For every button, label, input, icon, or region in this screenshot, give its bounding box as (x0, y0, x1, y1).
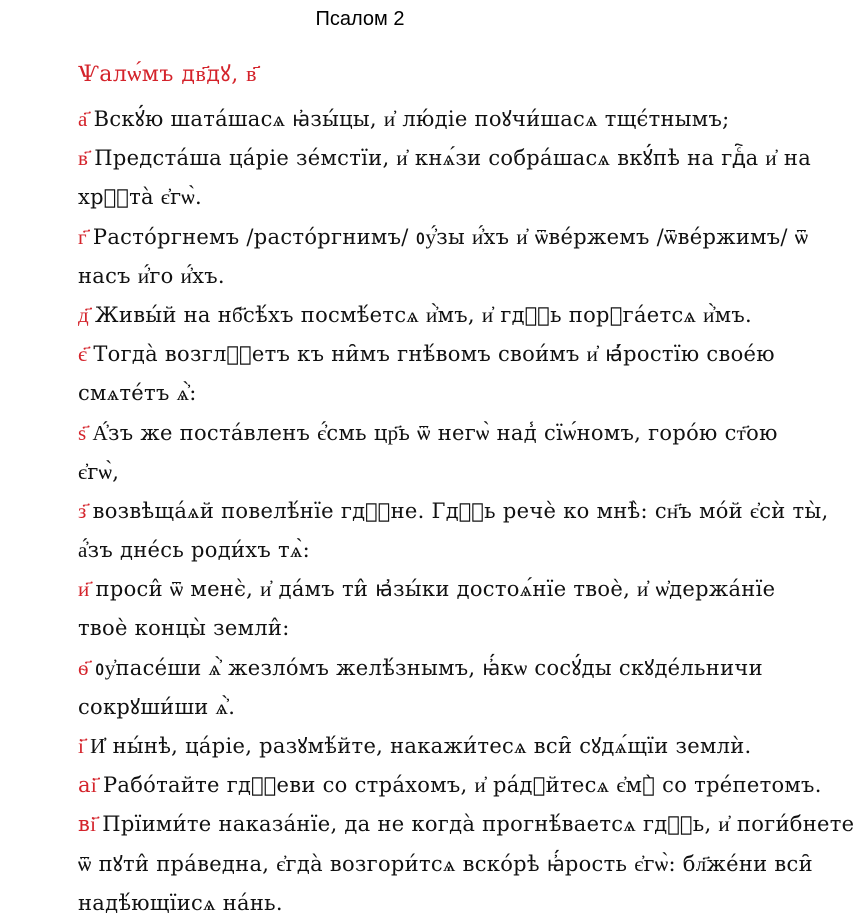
verse-text: твоѐ концы̀ земли̂: (78, 616, 290, 641)
verse-number: аі҃ (78, 773, 97, 798)
verse-line (78, 727, 778, 766)
verse-text: Предста́ша ца́ріе зе́мстїи, и҆ кнѧ́зи собра́шасѧ вкꙋ́пѣ на гдⷭ҇а и҆ на (94, 146, 812, 171)
verse-number: а҃ (78, 107, 88, 131)
verse-line (78, 100, 778, 139)
verse-line (78, 570, 778, 609)
verse-number: ѕ҃ (78, 420, 87, 445)
verse-text: Живы́й на нб҃сѣ́хъ посмѣ́етсѧ и҆̀мъ, и҆ гдⷭ҇ь порꙋга́етсѧ и҆̀мъ. (95, 302, 752, 327)
verse-line (78, 218, 809, 257)
verse-text: И҆ ны́нѣ, ца́ріе, разꙋмѣ́йте, накажи́тесѧ вси̑ сꙋдѧ́щїи землѝ. (90, 734, 752, 758)
verse-number: ві҃ (78, 812, 97, 837)
verse-text: Рабо́тайте гдⷭ҇еви со стра́хомъ, и҆ ра́дꙋйтесѧ є҆мꙋ̀ со тре́петомъ. (102, 773, 822, 798)
verse-text: є҆гѡ̀, (78, 459, 120, 484)
verse-number: і҃ (78, 734, 85, 758)
verse-text: Вскꙋ́ю шата́шасѧ ꙗ҆зы́цы, и҆ лю́діе поꙋчи́шасѧ тщє́тнымъ; (93, 107, 730, 131)
verse-continuation-line (78, 688, 778, 727)
verse-text: хрⷭ҇та̀ є҆гѡ̀. (78, 185, 202, 210)
verse-line (78, 649, 778, 688)
verse-text: А҆́зъ же поста́вленъ є҆́смь цр҃ь ѿ негѡ̀ над̾ сїѡ́номъ, горо́ю ст҃ою (92, 420, 778, 445)
verse-line (78, 766, 822, 805)
verse-number: ѳ҃ (78, 655, 89, 680)
verse-line (78, 492, 829, 531)
verse-number: з҃ (78, 498, 87, 523)
verse-text: ѿ пꙋти̂ пра́ведна, є҆гда̀ возгори́тсѧ вско́рѣ ꙗ҆́рость є҆гѡ̀: бл҃же́ни вси̑ (78, 851, 813, 876)
verse-continuation-line (78, 257, 778, 296)
page-title: Псалом 2 (315, 8, 405, 30)
verse-number: д҃ (78, 302, 89, 327)
verse-text: ᲂу҆пасе́ши ѧ҆̀ жезло́мъ желѣ́знымъ, ꙗ҆́кѡ сосꙋ́ды скꙋде́льничи (94, 655, 763, 680)
verse-continuation-line (78, 845, 813, 884)
verse-number: є҃ (78, 342, 88, 367)
verse-text: Растóргнемъ /растóргнимъ/ ᲂу҆́зы и҆́хъ и҆ ѿве́ржемъ /ѿве́ржимъ/ ѿ (92, 224, 809, 249)
verse-text: смѧте́тъ ѧ҆̀: (78, 381, 197, 406)
verse-continuation-line (78, 609, 778, 648)
verse-text: Прїими́те наказа́нїе, да не когда̀ прогнѣ́ваетсѧ гдⷭ҇ь, и҆ поги́бнете (102, 812, 855, 837)
verse-text: проси̂ ѿ менє̀, и҆ да́мъ ти̂ ꙗ҆зы́ки достоѧ́нїе твоѐ, и҆ ѡ҆держа́нїе (95, 577, 776, 602)
verse-continuation-line (78, 374, 778, 413)
verse-text: а҆́зъ дне́сь роди́хъ тѧ̀: (78, 538, 311, 563)
verse-number: г҃ (78, 224, 87, 249)
verse-text: надѣ́ющїисѧ на́нь. (78, 890, 283, 915)
verse-text: насъ и҆́го и҆́хъ. (78, 263, 225, 288)
verse-continuation-line (78, 531, 778, 570)
psalm-heading: Ѱалѡ́мъ дв҃дꙋ, в҃ (78, 62, 258, 87)
verse-text: Тогда̀ возглⷭ҇етъ къ ни̑мъ гнѣ́вомъ свои́мъ и҆ ꙗ҆́ростїю свое́ю (93, 342, 775, 367)
verse-line (78, 335, 778, 374)
verse-text: возвѣща́ѧй повелѣ́нїе гдⷭ҇не. Гдⷭ҇ь речѐ ко мнѣ̀: сн҃ъ мо́й є҆сѝ ты̀, (92, 498, 829, 523)
verse-continuation-line (78, 453, 778, 492)
verse-continuation-line (78, 884, 778, 923)
verse-number: в҃ (78, 146, 89, 171)
verse-line (78, 139, 812, 178)
verse-number: и҃ (78, 577, 90, 602)
verse-line (78, 414, 778, 453)
verse-line (78, 296, 778, 335)
verse-line (78, 805, 855, 844)
verse-text: сокрꙋши́ши ѧ҆̀. (78, 694, 236, 719)
psalm-verses (78, 100, 855, 923)
verse-continuation-line (78, 178, 778, 217)
